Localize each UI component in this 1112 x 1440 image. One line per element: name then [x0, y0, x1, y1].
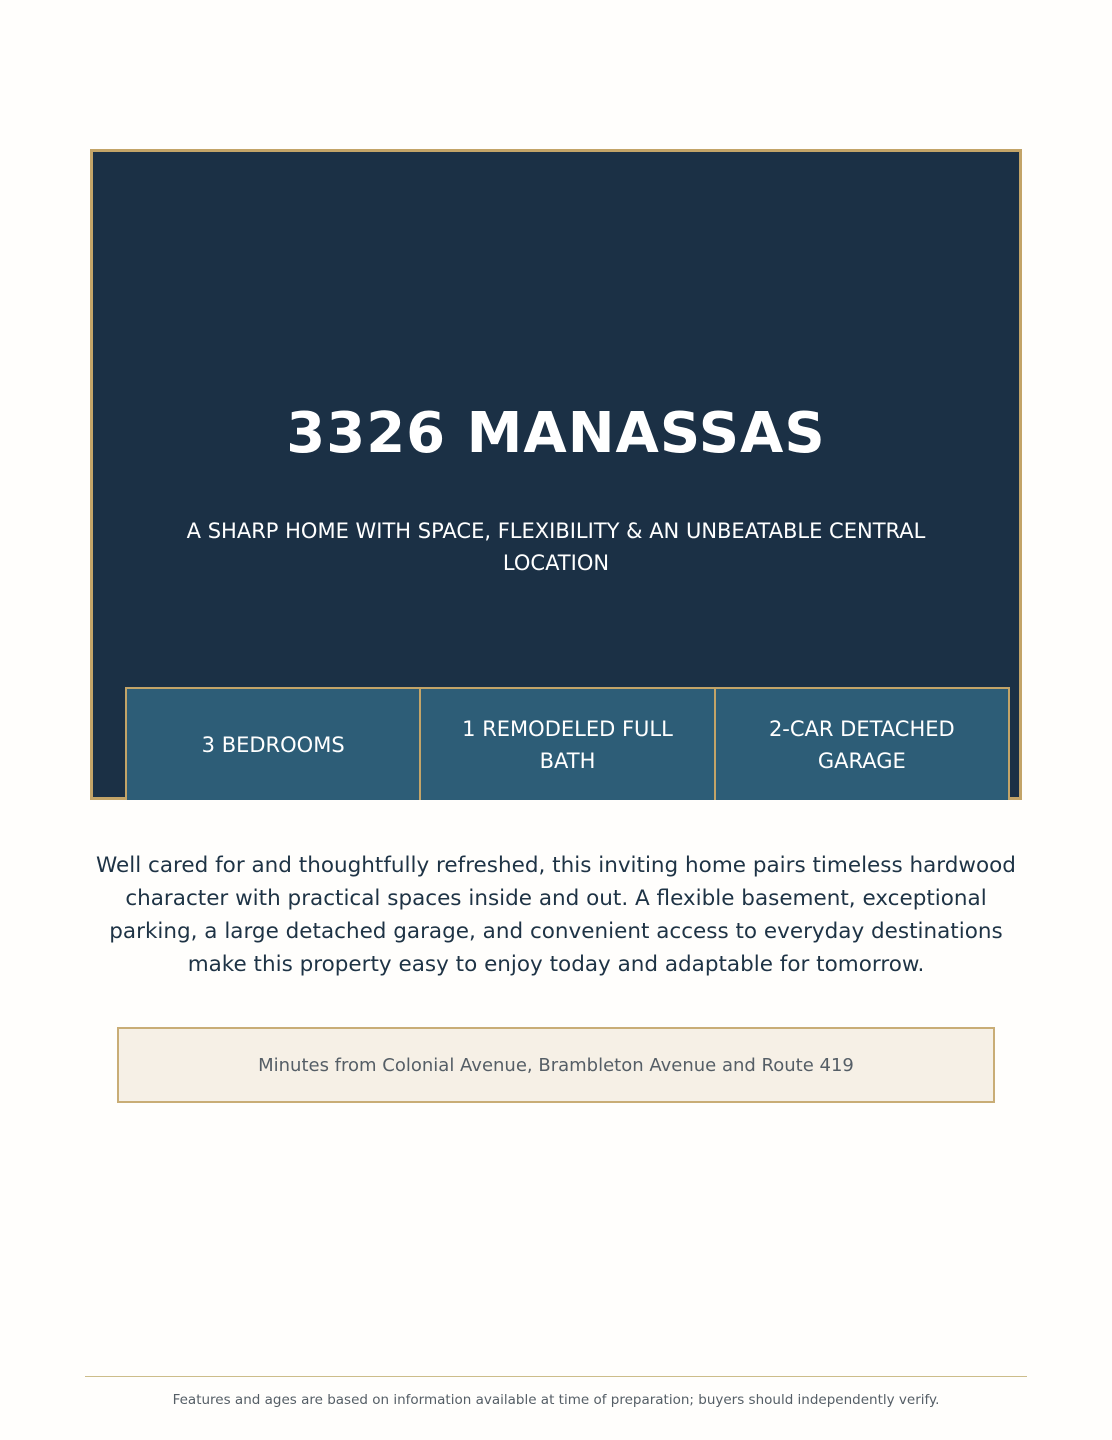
feature-bath: 1 REMODELED FULL BATH	[421, 687, 715, 800]
property-description: Well cared for and thoughtfully refreshed, this inviting home pairs timeless hardwood character with practical spaces inside and out. A flexible basement, exceptional parking, a large detached garage, and convenient access to everyday destinations make this property easy to enjoy today and adaptable for tomorrow.	[96, 853, 1016, 977]
property-tagline: A SHARP HOME WITH SPACE, FLEXIBILITY & AN UNBEATABLE CENTRAL LOCATION	[186, 519, 926, 575]
feature-garage: 2-CAR DETACHED GARAGE	[716, 687, 1010, 800]
footer-divider	[85, 1376, 1027, 1377]
disclaimer: Features and ages are based on information available at time of preparation; buyers should independently verify.	[172, 1392, 940, 1408]
location-callout-text: Minutes from Colonial Avenue, Brambleton Avenue and Route 419	[258, 1054, 854, 1076]
hero-banner	[90, 149, 1022, 800]
feature-strip	[125, 687, 1010, 800]
feature-bedrooms: 3 BEDROOMS	[125, 687, 421, 800]
location-callout	[117, 1027, 995, 1103]
property-title: 3326 MANASSAS	[286, 401, 826, 466]
